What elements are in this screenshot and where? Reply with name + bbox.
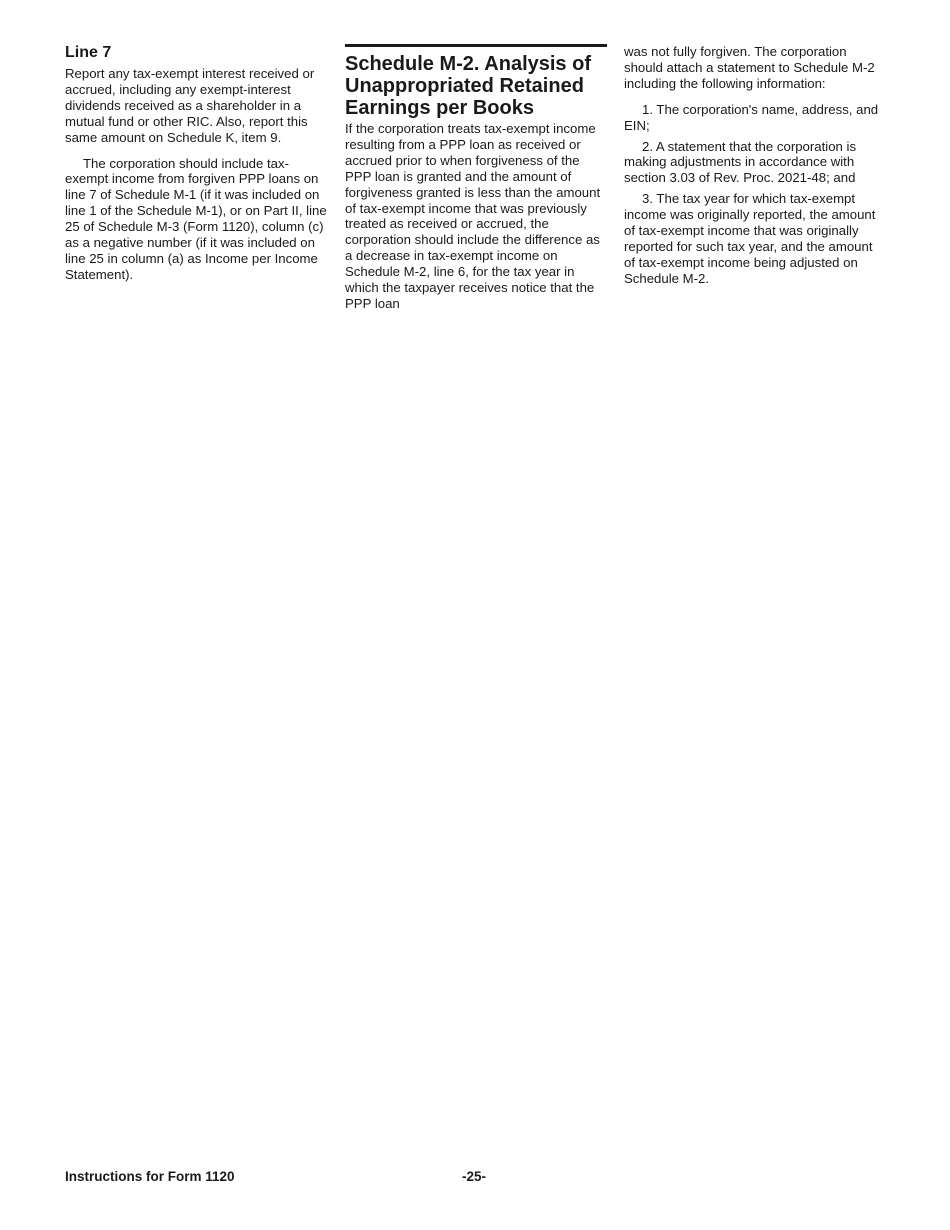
list-item: 2. A statement that the corporation is making adjustments in accordance with section 3.03 of Rev. Proc. 2021-48; and [624, 138, 857, 186]
continuation-paragraph: was not fully forgiven. The corporation should attach a statement to Schedule M-2 including the following information: [624, 44, 875, 91]
schedule-m2-paragraph: If the corporation treats tax-exempt income resulting from a PPP loan as received or accrued prior to when forgiveness of the PPP loan is granted and the amount of forgiveness granted is less than the amount of tax-exempt income that was previously treated as received or accrued, the corporation should include the difference as a decrease in tax-exempt income on Schedule M-2, line 6, for the tax year in which the taxpayer receives notice that the PPP loan [345, 121, 601, 311]
column-1 [65, 44, 330, 283]
list-item: 3. The tax year for which tax-exempt income was originally reported, the amount of tax-exempt income that was originally reported for such tax year, and the amount of tax-exempt income being adjusted on Schedule M-2. [624, 191, 876, 286]
list-item: 1. The corporation's name, address, and EIN; [624, 101, 879, 133]
column-3 [624, 44, 882, 287]
column-2 [345, 44, 607, 312]
schedule-m2-heading: Schedule M-2. Analysis of Unappropriated Retained Earnings per Books [345, 53, 591, 119]
line-7-paragraph-1: Report any tax-exempt interest received or accrued, including any exempt-interest dividends received as a shareholder in a mutual fund or other RIC. Also, report this same amount on Schedule K, item 9. [65, 66, 315, 145]
footer-document-title: Instructions for Form 1120 [65, 1169, 235, 1184]
line-7-heading: Line 7 [65, 44, 112, 61]
line-7-paragraph-2: The corporation should include tax-exempt income from forgiven PPP loans on line 7 of Schedule M-1 (if it was included on line 1 of the Schedule M-1), or on Part II, line 25 of Schedule M-3 (Form 1120), column (c) as a negative number (if it was included on line 25 in column (a) as Income per Income Statement). [65, 155, 327, 282]
footer-page-number: -25- [462, 1169, 487, 1184]
section-divider [345, 44, 607, 47]
